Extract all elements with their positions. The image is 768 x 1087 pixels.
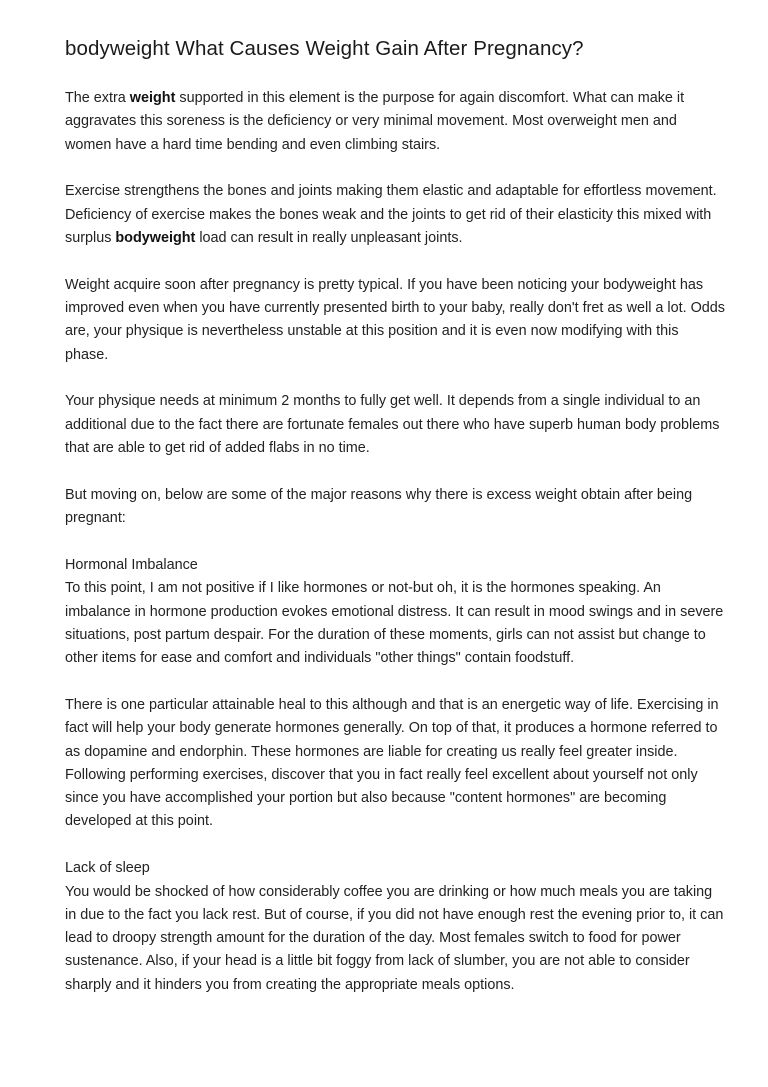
section-heading-hormonal-imbalance: Hormonal Imbalance — [65, 556, 198, 573]
paragraph-1-bold-keyword: weight — [129, 90, 176, 106]
paragraph-2 — [65, 180, 725, 250]
paragraph-3: Weight acquire soon after pregnancy is pretty typical. If you have been noticing your bodyweight has improved even when you have currently presented birth to your baby, really don't fret as well a lot. Odds are, your physique is nevertheless unstable at this position and it is even now modifying with this phase. — [65, 276, 726, 363]
paragraph-7: There is one particular attainable heal to this although and that is an energetic way of life. Exercising in fact will help your body generate hormones generally. On top of that, it produces a hormone referred to as dopamine and endorphin. These hormones are liable for creating us really feel greater inside. Following performing exercises, discover that you in fact really feel excellent about yourself not only since you have accomplished your portion but also because "content hormones" are becoming developed at this point. — [65, 696, 719, 830]
paragraph-1-text-end: supported in this element is the purpose for again discomfort. What can make it aggravates this soreness is the deficiency or very minimal movement. Most overweight men and women have a hard time bending and even climbing stairs. — [65, 90, 685, 153]
section-text-hormonal-imbalance: To this point, I am not positive if I like hormones or not-but oh, it is the hormones speaking. An imbalance in hormone production evokes emotional distress. It can result in mood swings and in severe situations, post partum despair. For the duration of these moments, girls can not assist but change to other items for ease and comfort and individuals "other things" contain foodstuff. — [65, 580, 724, 667]
section-text-lack-of-sleep: You would be shocked of how considerably coffee you are drinking or how much meals you are taking in due to the fact you lack rest. But of course, if you did not have enough rest the evening prior to, it can lead to droopy strength amount for the duration of the day. Most females switch to food for power sustenance. Also, if your head is a little bit foggy from lack of slumber, you are not able to consider sharply and it hinders you from creating the appropriate meals options. — [65, 883, 724, 993]
document-page — [65, 0, 725, 997]
section-hormonal-imbalance — [65, 554, 725, 670]
section-heading-lack-of-sleep: Lack of sleep — [65, 860, 150, 877]
section-lack-of-sleep — [65, 857, 725, 997]
paragraph-1 — [65, 87, 725, 157]
paragraph-5: But moving on, below are some of the major reasons why there is excess weight obtain after being pregnant: — [65, 486, 693, 527]
paragraph-2-text-end: load can result in really unpleasant joints. — [195, 229, 463, 246]
paragraph-4: Your physique needs at minimum 2 months to fully get well. It depends from a single individual to an additional due to the fact there are fortunate females out there who have superb human body problems that are able to get rid of added flabs in no time. — [65, 393, 720, 457]
paragraph-2-text-start: Exercise strengthens the bones and joints making them elastic and adaptable for effortless movement. Deficiency of exercise makes the bones weak and the joints to get rid of their elasticity this mixed with surplus — [65, 183, 717, 246]
paragraph-1-text-start: The extra — [65, 90, 130, 106]
paragraph-2-bold-keyword: bodyweight — [115, 229, 196, 246]
document-title: bodyweight What Causes Weight Gain After Pregnancy? — [65, 37, 584, 60]
